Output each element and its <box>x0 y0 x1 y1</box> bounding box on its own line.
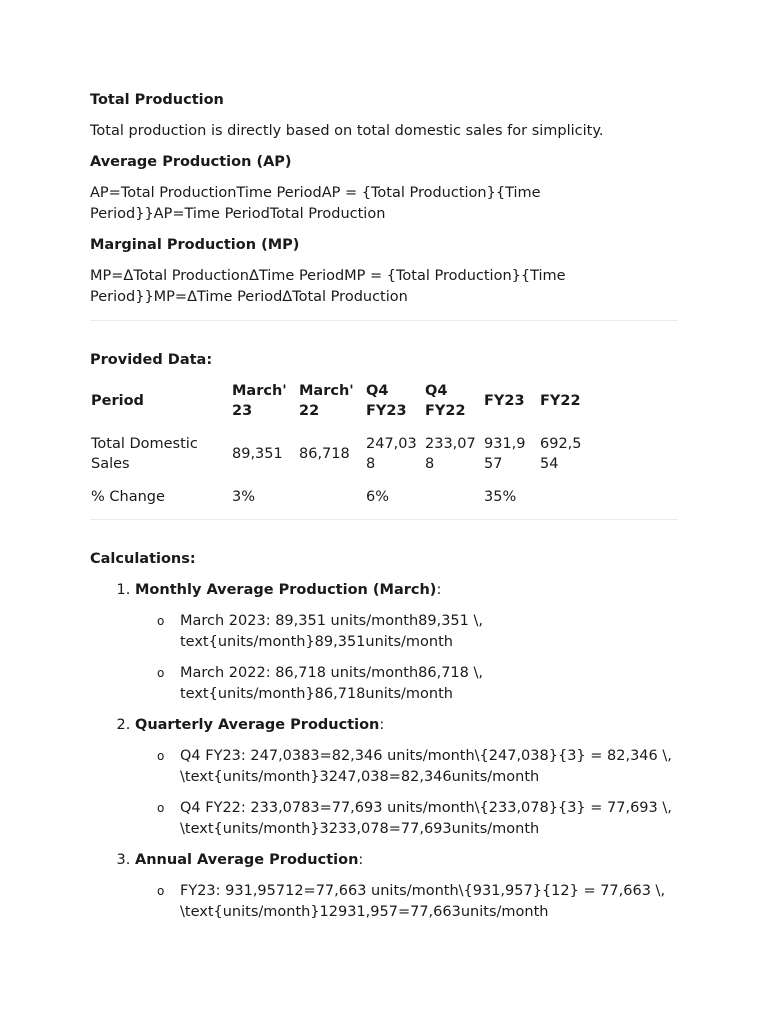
list-item <box>157 663 678 705</box>
list-item <box>135 580 678 705</box>
table-cell: 6% <box>366 489 390 505</box>
table-cell: 3% <box>232 489 256 505</box>
average-production-formula: AP=Total ProductionTime PeriodAP = {Total Production}{Time Period}}AP=Time PeriodTotal Production <box>90 185 541 222</box>
table-cell: 35% <box>484 489 517 505</box>
table-header-cell: FY22 <box>540 393 581 409</box>
table-cell <box>424 475 483 507</box>
table-header-cell: FY23 <box>484 393 525 409</box>
table-cell: 233,078 <box>425 436 476 472</box>
table-cell <box>539 475 595 507</box>
table-cell: 692,554 <box>540 436 582 472</box>
table-cell: 247,038 <box>366 436 417 472</box>
marginal-production-heading: Marginal Production (MP) <box>90 237 300 253</box>
calculation-text: March 2023: 89,351 units/month89,351 \, text{units/month}89,351units/month <box>180 613 483 650</box>
list-item <box>157 798 678 840</box>
calculation-heading-suffix: : <box>436 582 442 598</box>
table-cell: 931,957 <box>484 436 526 472</box>
table-cell <box>298 475 365 507</box>
table-cell: % Change <box>91 489 165 505</box>
provided-data-heading: Provided Data: <box>90 352 213 368</box>
bullet-icon: o <box>157 614 165 628</box>
calculation-text: Q4 FY23: 247,0383=82,346 units/month\{247,038}{3} = 82,346 \, \text{units/month}3247,038=82,346units/month <box>180 748 672 785</box>
bullet-list <box>135 881 678 923</box>
table-header-row <box>90 380 595 422</box>
table-header-cell: Period <box>91 393 144 409</box>
bullet-icon: o <box>157 749 165 763</box>
divider <box>90 320 678 321</box>
calculation-text: March 2022: 86,718 units/month86,718 \, text{units/month}86,718units/month <box>180 665 483 702</box>
table-cell: 86,718 <box>299 446 350 462</box>
total-production-text: Total production is directly based on total domestic sales for simplicity. <box>90 123 604 139</box>
calculation-heading: Annual Average Production <box>135 852 359 868</box>
total-production-heading: Total Production <box>90 92 224 108</box>
bullet-list <box>135 611 678 705</box>
list-item <box>157 881 678 923</box>
table-header-cell: Q4 FY22 <box>425 383 466 419</box>
calculation-heading-suffix: : <box>358 852 364 868</box>
table-row <box>90 422 595 475</box>
bullet-icon: o <box>157 666 165 680</box>
table-cell: 89,351 <box>232 446 283 462</box>
calculation-heading-suffix: : <box>379 717 385 733</box>
table-row <box>90 475 595 507</box>
marginal-production-formula: MP=ΔTotal ProductionΔTime PeriodMP = {Total Production}{Time Period}}MP=ΔTime PeriodΔTotal Production <box>90 268 566 305</box>
table-cell: Total Domestic Sales <box>91 436 198 472</box>
list-item <box>135 850 678 923</box>
bullet-list <box>135 746 678 840</box>
list-item <box>157 746 678 788</box>
calculation-text: FY23: 931,95712=77,663 units/month\{931,957}{12} = 77,663 \, \text{units/month}12931,957=77,663units/month <box>180 883 666 920</box>
calculation-heading: Quarterly Average Production <box>135 717 380 733</box>
calculations-list <box>90 580 678 923</box>
calculation-heading: Monthly Average Production (March) <box>135 582 437 598</box>
table-header-cell: Q4 FY23 <box>366 383 407 419</box>
table-header-cell: March' 23 <box>232 383 287 419</box>
average-production-heading: Average Production (AP) <box>90 154 292 170</box>
list-item <box>157 611 678 653</box>
provided-data-table <box>90 380 595 507</box>
calculation-text: Q4 FY22: 233,0783=77,693 units/month\{233,078}{3} = 77,693 \, \text{units/month}3233,078=77,693units/month <box>180 800 672 837</box>
table-header-cell: March' 22 <box>299 383 354 419</box>
divider <box>90 519 678 520</box>
bullet-icon: o <box>157 801 165 815</box>
bullet-icon: o <box>157 884 165 898</box>
calculations-heading: Calculations: <box>90 551 196 567</box>
list-item <box>135 715 678 840</box>
